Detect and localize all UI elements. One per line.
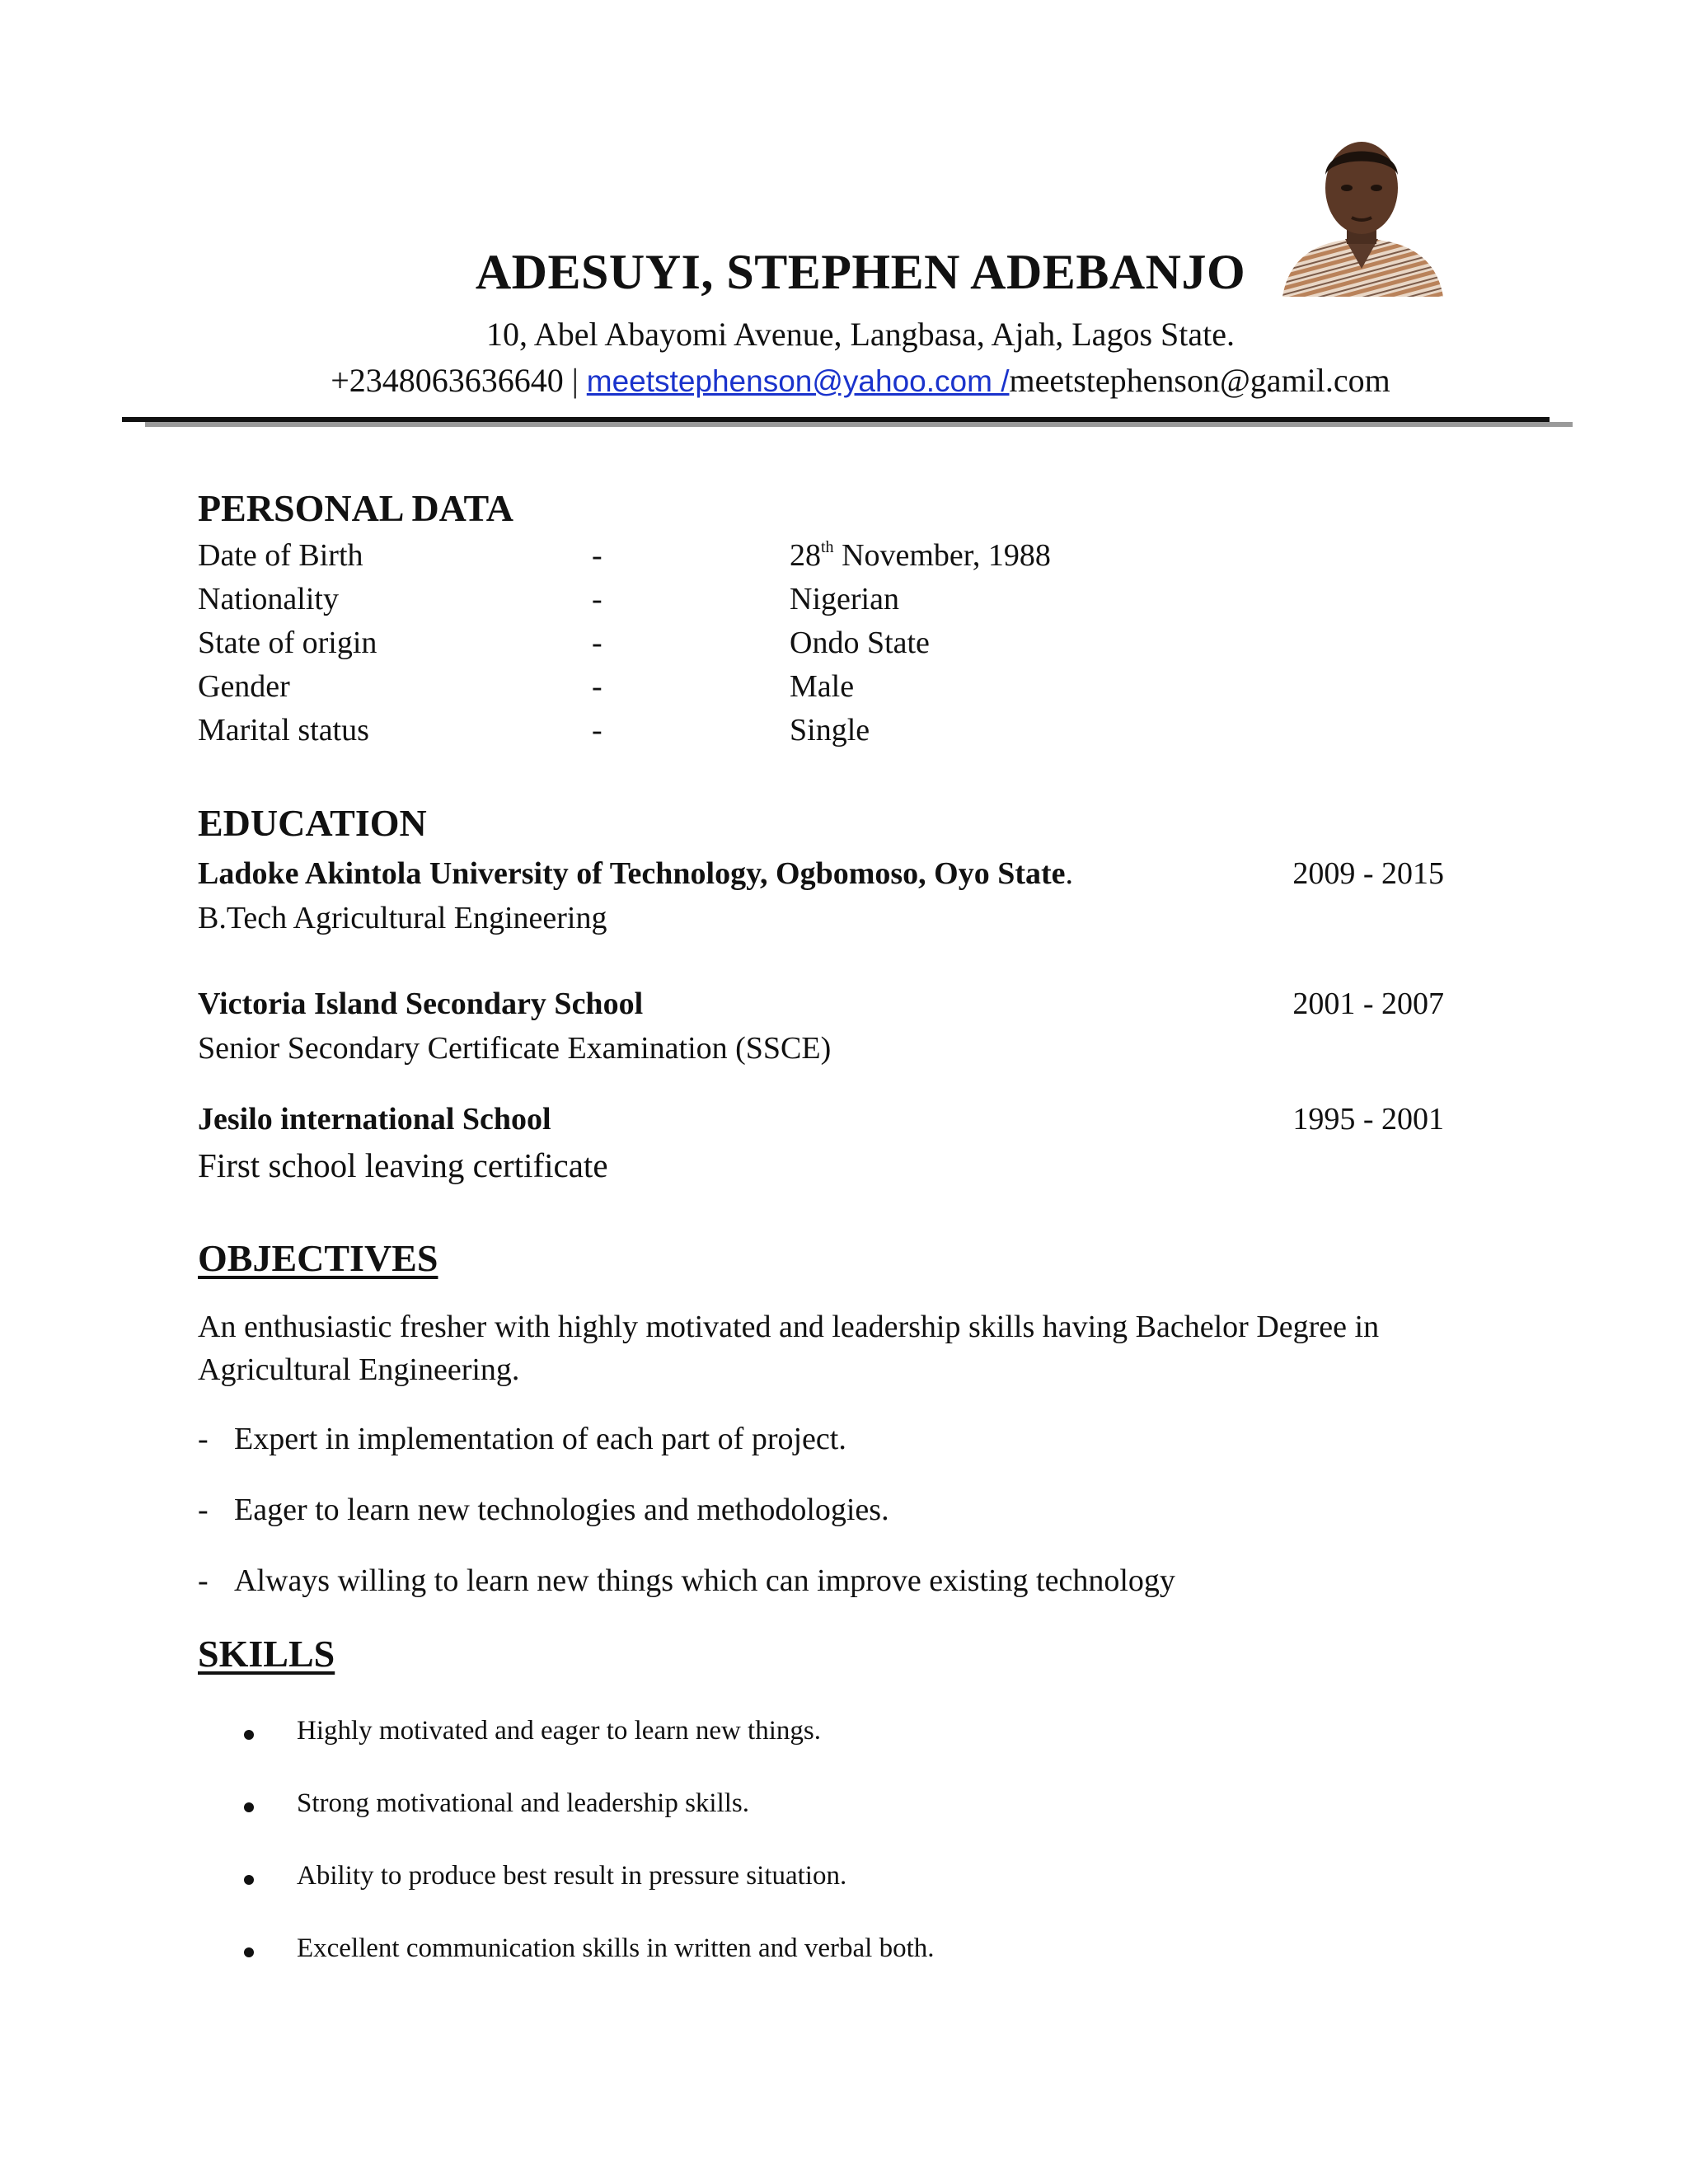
contact-line xyxy=(0,361,1688,400)
header-rule-shadow xyxy=(145,422,1573,427)
school-name: Ladoke Akintola University of Technology, Ogbomoso, Oyo State xyxy=(198,856,1066,891)
pd-label: Date of Birth xyxy=(198,538,363,573)
skill-text: Ability to produce best result in pressure situation. xyxy=(297,1861,847,1891)
education-entry-header xyxy=(198,1101,1444,1137)
skill-text: Excellent communication skills in written and verbal both. xyxy=(297,1933,935,1963)
qualification: First school leaving certificate xyxy=(198,1146,608,1184)
school-trail: . xyxy=(1065,856,1074,891)
school-name: Jesilo international School xyxy=(198,1102,551,1137)
personal-data-row xyxy=(198,712,1434,755)
personal-data-row xyxy=(198,581,1434,624)
education-entry-header xyxy=(198,986,1444,1022)
objective-text: Expert in implementation of each part of project. xyxy=(234,1422,846,1456)
objective-marker: - xyxy=(198,1493,209,1527)
dob-day: 28 xyxy=(790,538,821,573)
pd-label: Marital status xyxy=(198,713,369,748)
objective-item xyxy=(198,1421,846,1457)
pd-value: Single xyxy=(790,713,870,748)
pd-label: Gender xyxy=(198,669,290,704)
education-entry-header xyxy=(198,855,1444,892)
school-name: Victoria Island Secondary School xyxy=(198,987,644,1021)
pd-value xyxy=(790,537,1051,574)
objective-text: Always willing to learn new things which can improve existing technology xyxy=(234,1563,1175,1598)
address-line: 10, Abel Abayomi Avenue, Langbasa, Ajah, Lagos State. xyxy=(486,316,1235,353)
pd-label: Nationality xyxy=(198,582,339,616)
email-link[interactable]: meetstephenson@yahoo.com / xyxy=(586,364,1010,398)
contact-separator: | xyxy=(571,362,579,399)
personal-data-title: PERSONAL DATA xyxy=(198,487,513,529)
personal-data-row xyxy=(198,668,1434,711)
objective-item xyxy=(198,1563,1175,1599)
personal-data-row xyxy=(198,537,1434,580)
pd-dash: - xyxy=(592,713,603,748)
pd-value: Nigerian xyxy=(790,582,899,616)
pd-dash: - xyxy=(592,669,603,704)
pd-value: Ondo State xyxy=(790,626,930,660)
objectives-summary: An enthusiastic fresher with highly motivated and leadership skills having Bachelor Degree in Agricultural Engineering. xyxy=(198,1310,1380,1387)
education-years: 2001 - 2007 xyxy=(1292,987,1444,1021)
objective-text: Eager to learn new technologies and methodologies. xyxy=(234,1493,889,1527)
pd-label: State of origin xyxy=(198,626,377,660)
phone-number: +2348063636640 xyxy=(331,362,564,399)
education-title: EDUCATION xyxy=(198,802,427,844)
bullet-icon xyxy=(244,1730,254,1740)
objectives-title: OBJECTIVES xyxy=(198,1237,438,1279)
pd-dash: - xyxy=(592,582,603,616)
personal-data-row xyxy=(198,625,1434,668)
header-rule xyxy=(122,417,1550,422)
qualification: B.Tech Agricultural Engineering xyxy=(198,901,607,935)
pd-value: Male xyxy=(790,669,855,704)
skills-title: SKILLS xyxy=(198,1633,335,1675)
qualification: Senior Secondary Certificate Examination (SSCE) xyxy=(198,1031,832,1066)
candidate-name: ADESUYI, STEPHEN ADEBANJO xyxy=(475,245,1246,299)
bullet-icon xyxy=(244,1802,254,1812)
pd-dash: - xyxy=(592,538,603,573)
dob-suffix: th xyxy=(821,538,834,556)
objective-marker: - xyxy=(198,1563,209,1598)
dob-rest: November, 1988 xyxy=(833,538,1051,573)
bullet-icon xyxy=(244,1875,254,1885)
objective-marker: - xyxy=(198,1422,209,1456)
bullet-icon xyxy=(244,1947,254,1957)
skill-text: Strong motivational and leadership skills. xyxy=(297,1788,750,1818)
education-years: 1995 - 2001 xyxy=(1292,1102,1444,1137)
email-alt: meetstephenson@gamil.com xyxy=(1009,362,1390,399)
pd-dash: - xyxy=(592,626,603,660)
objective-item xyxy=(198,1492,889,1528)
education-years: 2009 - 2015 xyxy=(1292,856,1444,891)
skill-text: Highly motivated and eager to learn new things. xyxy=(297,1716,821,1746)
